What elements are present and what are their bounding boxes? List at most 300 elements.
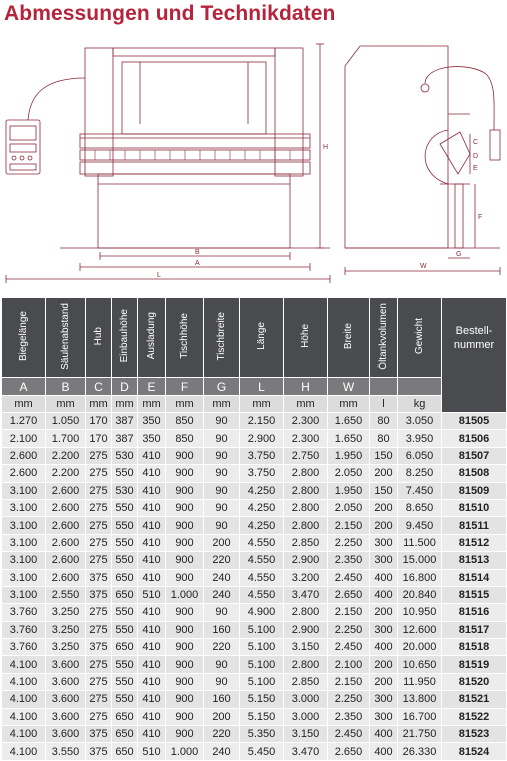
table-cell: 90 <box>204 604 240 621</box>
table-cell: 900 <box>166 708 204 725</box>
order-number-cell: 81521 <box>442 691 507 708</box>
table-cell: 900 <box>166 499 204 516</box>
table-cell: 850 <box>166 413 204 430</box>
table-cell: 410 <box>138 517 166 534</box>
table-cell: 410 <box>138 673 166 690</box>
table-cell: 900 <box>166 465 204 482</box>
order-number-cell: 81523 <box>442 726 507 743</box>
table-cell: 4.550 <box>240 569 284 586</box>
table-cell: 3.050 <box>398 413 442 430</box>
table-cell: 220 <box>204 552 240 569</box>
table-cell: 4.550 <box>240 534 284 551</box>
table-row <box>2 447 507 464</box>
unit-label: kg <box>398 396 442 413</box>
unit-label: mm <box>2 396 46 413</box>
table-cell: 4.100 <box>2 656 46 673</box>
unit-label: mm <box>86 396 112 413</box>
table-cell: 350 <box>138 413 166 430</box>
table-cell: 3.750 <box>240 447 284 464</box>
table-cell: 90 <box>204 482 240 499</box>
table-cell: 3.760 <box>2 639 46 656</box>
table-row <box>2 482 507 499</box>
table-body <box>2 413 507 761</box>
table-cell: 2.550 <box>46 586 86 603</box>
order-number-cell: 81516 <box>442 604 507 621</box>
table-cell: 15.000 <box>398 552 442 569</box>
table-cell: 410 <box>138 726 166 743</box>
table-cell: 3.600 <box>46 673 86 690</box>
table-cell: 2.350 <box>328 552 370 569</box>
side-view <box>345 46 500 275</box>
table-cell: 2.350 <box>328 708 370 725</box>
dimension-letter: C <box>86 378 112 396</box>
table-cell: 510 <box>138 743 166 760</box>
table-cell: 11.950 <box>398 673 442 690</box>
order-number-cell: 81506 <box>442 430 507 447</box>
table-cell: 11.500 <box>398 534 442 551</box>
order-number-cell: 81519 <box>442 656 507 673</box>
table-cell: 80 <box>370 430 398 447</box>
table-cell: 1.270 <box>2 413 46 430</box>
table-cell: 300 <box>370 621 398 638</box>
table-cell: 387 <box>112 430 138 447</box>
table-cell: 200 <box>204 534 240 551</box>
table-cell: 1.000 <box>166 586 204 603</box>
dimension-letter: G <box>204 378 240 396</box>
order-number-header <box>442 298 507 413</box>
table-cell: 16.700 <box>398 708 442 725</box>
table-row <box>2 604 507 621</box>
table-row <box>2 708 507 725</box>
dimension-letter <box>370 378 398 396</box>
table-cell: 387 <box>112 413 138 430</box>
dimension-letter: B <box>46 378 86 396</box>
column-header-label: Gewicht <box>414 317 425 355</box>
table-cell: 1.950 <box>328 447 370 464</box>
table-cell: 2.150 <box>328 517 370 534</box>
table-cell: 21.750 <box>398 726 442 743</box>
table-cell: 2.300 <box>284 430 328 447</box>
table-cell: 2.600 <box>2 465 46 482</box>
dim-label-h: H <box>323 144 329 151</box>
order-number-cell: 81520 <box>442 673 507 690</box>
table-cell: 3.100 <box>2 569 46 586</box>
table-cell: 400 <box>370 569 398 586</box>
header-row <box>2 298 507 378</box>
table-cell: 240 <box>204 743 240 760</box>
table-cell: 8.250 <box>398 465 442 482</box>
table-cell: 2.450 <box>328 569 370 586</box>
table-cell: 170 <box>86 430 112 447</box>
column-header-label: Säulenabstand <box>60 302 71 370</box>
table-cell: 410 <box>138 499 166 516</box>
table-cell: 410 <box>138 569 166 586</box>
table-cell: 5.100 <box>240 656 284 673</box>
column-header <box>240 298 284 378</box>
table-cell: 650 <box>112 569 138 586</box>
table-cell: 410 <box>138 656 166 673</box>
table-row <box>2 499 507 516</box>
column-header <box>204 298 240 378</box>
table-cell: 160 <box>204 691 240 708</box>
table-cell: 375 <box>86 639 112 656</box>
table-cell: 4.250 <box>240 482 284 499</box>
table-cell: 4.100 <box>2 673 46 690</box>
table-cell: 3.760 <box>2 604 46 621</box>
table-cell: 900 <box>166 517 204 534</box>
table-cell: 900 <box>166 691 204 708</box>
table-cell: 650 <box>112 586 138 603</box>
table-cell: 550 <box>112 499 138 516</box>
table-cell: 2.100 <box>328 656 370 673</box>
table-cell: 550 <box>112 656 138 673</box>
order-number-cell: 81509 <box>442 482 507 499</box>
table-cell: 2.150 <box>240 413 284 430</box>
table-cell: 26.330 <box>398 743 442 760</box>
table-cell: 160 <box>204 621 240 638</box>
table-row <box>2 517 507 534</box>
order-number-cell: 81511 <box>442 517 507 534</box>
table-row <box>2 621 507 638</box>
table-cell: 3.600 <box>46 691 86 708</box>
table-row <box>2 586 507 603</box>
table-cell: 3.100 <box>2 482 46 499</box>
table-cell: 220 <box>204 726 240 743</box>
table-row <box>2 656 507 673</box>
table-cell: 1.000 <box>166 743 204 760</box>
table-cell: 375 <box>86 743 112 760</box>
table-cell: 510 <box>138 586 166 603</box>
table-cell: 10.650 <box>398 656 442 673</box>
table-cell: 2.800 <box>284 465 328 482</box>
front-view <box>6 44 330 283</box>
table-cell: 150 <box>370 447 398 464</box>
table-cell: 410 <box>138 552 166 569</box>
column-header <box>86 298 112 378</box>
table-cell: 400 <box>370 586 398 603</box>
table-cell: 300 <box>370 708 398 725</box>
table-cell: 2.650 <box>328 586 370 603</box>
table-cell: 275 <box>86 673 112 690</box>
table-cell: 275 <box>86 499 112 516</box>
table-row <box>2 413 507 430</box>
letter-row <box>2 378 507 396</box>
table-cell: 410 <box>138 708 166 725</box>
table-cell: 1.700 <box>46 430 86 447</box>
table-cell: 410 <box>138 465 166 482</box>
table-cell: 850 <box>166 430 204 447</box>
table-cell: 1.650 <box>328 430 370 447</box>
table-cell: 3.000 <box>284 708 328 725</box>
table-row <box>2 569 507 586</box>
table-cell: 90 <box>204 465 240 482</box>
order-number-cell: 81513 <box>442 552 507 569</box>
column-header-label: Länge <box>256 322 267 350</box>
unit-label: l <box>370 396 398 413</box>
table-cell: 3.100 <box>2 534 46 551</box>
table-cell: 90 <box>204 447 240 464</box>
order-number-cell: 81515 <box>442 586 507 603</box>
column-header-label: Einbauhöhe <box>119 309 130 363</box>
table-cell: 80 <box>370 413 398 430</box>
dimension-letter <box>398 378 442 396</box>
table-cell: 4.550 <box>240 552 284 569</box>
table-cell: 2.800 <box>284 517 328 534</box>
table-cell: 5.100 <box>240 621 284 638</box>
table-cell: 300 <box>370 534 398 551</box>
table-cell: 4.100 <box>2 708 46 725</box>
column-header <box>166 298 204 378</box>
column-header-label: Biegelänge <box>18 310 29 362</box>
unit-label: mm <box>112 396 138 413</box>
table-cell: 275 <box>86 482 112 499</box>
table-cell: 900 <box>166 656 204 673</box>
table-cell: 2.850 <box>284 534 328 551</box>
table-cell: 200 <box>370 499 398 516</box>
column-header <box>2 298 46 378</box>
table-cell: 275 <box>86 465 112 482</box>
table-cell: 2.800 <box>284 482 328 499</box>
table-cell: 550 <box>112 673 138 690</box>
table-cell: 900 <box>166 604 204 621</box>
table-cell: 4.100 <box>2 691 46 708</box>
order-number-cell: 81508 <box>442 465 507 482</box>
table-cell: 2.900 <box>240 430 284 447</box>
table-cell: 200 <box>370 673 398 690</box>
table-cell: 240 <box>204 569 240 586</box>
table-cell: 410 <box>138 482 166 499</box>
table-cell: 275 <box>86 534 112 551</box>
table-cell: 650 <box>112 639 138 656</box>
table-cell: 2.800 <box>284 604 328 621</box>
dim-label-e: E <box>473 165 478 172</box>
table-cell: 550 <box>112 517 138 534</box>
table-cell: 4.100 <box>2 726 46 743</box>
table-cell: 150 <box>370 482 398 499</box>
table-cell: 900 <box>166 673 204 690</box>
order-number-cell: 81510 <box>442 499 507 516</box>
table-cell: 275 <box>86 691 112 708</box>
table-cell: 2.900 <box>284 552 328 569</box>
table-cell: 2.800 <box>284 656 328 673</box>
table-cell: 275 <box>86 517 112 534</box>
table-cell: 410 <box>138 447 166 464</box>
table-cell: 200 <box>204 708 240 725</box>
table-cell: 3.600 <box>46 708 86 725</box>
column-header-label: Ausladung <box>146 312 157 360</box>
table-cell: 550 <box>112 621 138 638</box>
table-cell: 2.900 <box>284 621 328 638</box>
table-cell: 3.760 <box>2 621 46 638</box>
table-cell: 275 <box>86 447 112 464</box>
order-number-cell: 81507 <box>442 447 507 464</box>
unit-row <box>2 396 507 413</box>
dim-label-a: A <box>195 260 200 267</box>
table-cell: 1.950 <box>328 482 370 499</box>
dim-label-l: L <box>157 272 161 279</box>
table-cell: 170 <box>86 413 112 430</box>
table-cell: 90 <box>204 673 240 690</box>
table-cell: 90 <box>204 413 240 430</box>
table-cell: 200 <box>370 604 398 621</box>
table-cell: 2.100 <box>2 430 46 447</box>
table-row <box>2 691 507 708</box>
table-cell: 2.600 <box>46 517 86 534</box>
table-cell: 5.350 <box>240 726 284 743</box>
table-cell: 400 <box>370 743 398 760</box>
table-cell: 650 <box>112 726 138 743</box>
table-cell: 4.100 <box>2 743 46 760</box>
table-cell: 3.470 <box>284 743 328 760</box>
table-cell: 275 <box>86 604 112 621</box>
unit-label: mm <box>284 396 328 413</box>
table-cell: 2.600 <box>46 482 86 499</box>
table-cell: 12.600 <box>398 621 442 638</box>
unit-label: mm <box>204 396 240 413</box>
table-row <box>2 743 507 760</box>
table-cell: 3.550 <box>46 743 86 760</box>
table-cell: 3.600 <box>46 726 86 743</box>
table-cell: 220 <box>204 639 240 656</box>
column-header <box>284 298 328 378</box>
table-row <box>2 639 507 656</box>
table-cell: 1.650 <box>328 413 370 430</box>
table-cell: 3.100 <box>2 517 46 534</box>
order-number-header-label: Bestell- nummer <box>453 325 495 351</box>
table-cell: 5.450 <box>240 743 284 760</box>
table-cell: 4.550 <box>240 586 284 603</box>
column-header <box>328 298 370 378</box>
table-cell: 2.600 <box>2 447 46 464</box>
dimension-letter: F <box>166 378 204 396</box>
table-cell: 275 <box>86 621 112 638</box>
table-cell: 410 <box>138 639 166 656</box>
table-cell: 240 <box>204 586 240 603</box>
table-cell: 2.450 <box>328 639 370 656</box>
technical-drawing <box>0 34 507 284</box>
table-cell: 2.300 <box>284 413 328 430</box>
column-header-label: Tischbreite <box>216 311 227 361</box>
table-cell: 90 <box>204 656 240 673</box>
table-cell: 650 <box>112 743 138 760</box>
table-cell: 2.250 <box>328 534 370 551</box>
spec-table <box>1 297 507 761</box>
dimension-letter: D <box>112 378 138 396</box>
table-cell: 3.100 <box>2 586 46 603</box>
table-cell: 3.750 <box>240 465 284 482</box>
table-cell: 1.050 <box>46 413 86 430</box>
unit-label: mm <box>240 396 284 413</box>
order-number-cell: 81505 <box>442 413 507 430</box>
table-cell: 300 <box>370 552 398 569</box>
table-cell: 275 <box>86 552 112 569</box>
dimension-letter: E <box>138 378 166 396</box>
table-cell: 275 <box>86 656 112 673</box>
table-cell: 350 <box>138 430 166 447</box>
column-header <box>370 298 398 378</box>
table-cell: 550 <box>112 691 138 708</box>
table-cell: 20.840 <box>398 586 442 603</box>
order-number-cell: 81524 <box>442 743 507 760</box>
table-cell: 410 <box>138 621 166 638</box>
table-cell: 300 <box>370 691 398 708</box>
table-cell: 2.200 <box>46 465 86 482</box>
table-cell: 3.250 <box>46 604 86 621</box>
table-cell: 2.850 <box>284 673 328 690</box>
unit-label: mm <box>166 396 204 413</box>
table-cell: 900 <box>166 639 204 656</box>
table-cell: 2.150 <box>328 673 370 690</box>
table-cell: 900 <box>166 447 204 464</box>
column-header <box>46 298 86 378</box>
dim-label-b: B <box>195 249 200 256</box>
table-row <box>2 726 507 743</box>
order-number-cell: 81518 <box>442 639 507 656</box>
table-cell: 550 <box>112 465 138 482</box>
table-cell: 3.100 <box>2 552 46 569</box>
table-cell: 2.600 <box>46 499 86 516</box>
table-cell: 3.100 <box>2 499 46 516</box>
table-cell: 10.950 <box>398 604 442 621</box>
table-cell: 2.150 <box>328 604 370 621</box>
order-number-cell: 81522 <box>442 708 507 725</box>
table-cell: 16.800 <box>398 569 442 586</box>
table-cell: 530 <box>112 447 138 464</box>
table-cell: 375 <box>86 569 112 586</box>
table-row <box>2 465 507 482</box>
table-cell: 2.250 <box>328 691 370 708</box>
table-cell: 4.900 <box>240 604 284 621</box>
unit-label: mm <box>328 396 370 413</box>
dim-label-w: W <box>420 263 427 270</box>
unit-label: mm <box>46 396 86 413</box>
table-cell: 900 <box>166 726 204 743</box>
table-cell: 2.600 <box>46 569 86 586</box>
table-cell: 530 <box>112 482 138 499</box>
column-header-label: Breite <box>343 322 354 350</box>
table-cell: 2.650 <box>328 743 370 760</box>
table-cell: 550 <box>112 534 138 551</box>
table-cell: 4.250 <box>240 499 284 516</box>
table-cell: 2.600 <box>46 552 86 569</box>
table-cell: 3.200 <box>284 569 328 586</box>
table-cell: 550 <box>112 552 138 569</box>
table-cell: 5.150 <box>240 691 284 708</box>
table-cell: 3.150 <box>284 726 328 743</box>
table-cell: 400 <box>370 639 398 656</box>
table-cell: 2.750 <box>284 447 328 464</box>
table-row <box>2 430 507 447</box>
table-cell: 2.200 <box>46 447 86 464</box>
column-header <box>138 298 166 378</box>
table-cell: 550 <box>112 604 138 621</box>
dim-label-c: C <box>473 139 479 146</box>
table-cell: 9.450 <box>398 517 442 534</box>
dimension-letter: H <box>284 378 328 396</box>
table-row <box>2 552 507 569</box>
table-cell: 375 <box>86 726 112 743</box>
table-cell: 400 <box>370 726 398 743</box>
table-cell: 900 <box>166 482 204 499</box>
table-cell: 5.150 <box>240 708 284 725</box>
dimension-letter: A <box>2 378 46 396</box>
table-cell: 650 <box>112 708 138 725</box>
table-cell: 900 <box>166 621 204 638</box>
table-cell: 2.600 <box>46 534 86 551</box>
table-row <box>2 534 507 551</box>
table-cell: 20.000 <box>398 639 442 656</box>
dimension-letter: W <box>328 378 370 396</box>
